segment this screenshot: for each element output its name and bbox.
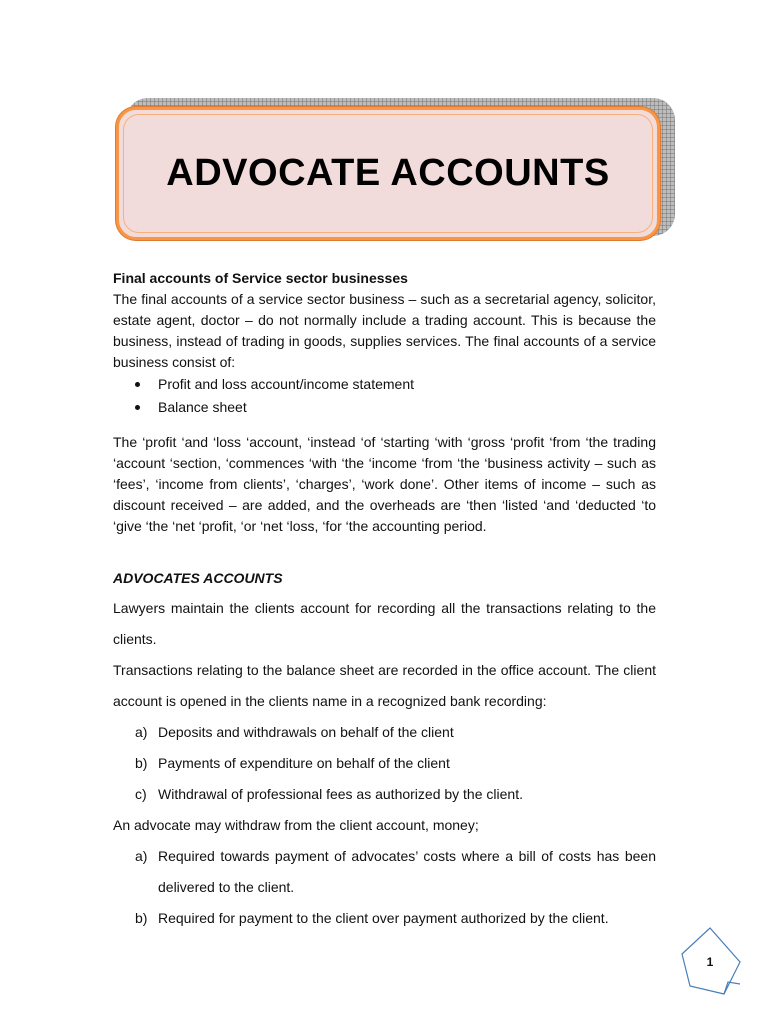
- page-title: ADVOCATE ACCOUNTS: [166, 152, 610, 194]
- section-heading-advocates-accounts: ADVOCATES ACCOUNTS: [113, 570, 283, 586]
- section-heading-final-accounts: Final accounts of Service sector businesses: [113, 270, 408, 286]
- list-client-account-recording: [113, 717, 656, 810]
- list-item: b) Payments of expenditure on behalf of the client: [135, 755, 450, 771]
- title-box: [116, 107, 660, 240]
- paragraph-service-business: The final accounts of a service sector business – such as a secretarial agency, solicitor, estate agent, doctor – do not normally include a trading account. This is because the business, instead of trading in goods, supplies services. The final accounts of a service business consist of:: [113, 291, 656, 370]
- page-number: 1: [706, 955, 714, 969]
- paragraph-advocate-withdraw: An advocate may withdraw from the client account, money;: [113, 817, 479, 833]
- bullet-item: Profit and loss account/income statement: [113, 373, 656, 396]
- list-item: a) Deposits and withdrawals on behalf of the client: [135, 724, 454, 740]
- list-item: a) Required towards payment of advocates’ costs where a bill of costs has been delivered to the client.: [135, 848, 656, 895]
- list-withdrawal-reasons: [113, 841, 656, 934]
- bullet-list-final-accounts: [113, 373, 656, 419]
- bullet-item: Balance sheet: [113, 396, 656, 419]
- document-body: [113, 268, 656, 934]
- paragraph-lawyers-client-account: Lawyers maintain the clients account for recording all the transactions relating to the clients.: [113, 600, 656, 647]
- page-number-badge: [680, 926, 742, 996]
- paragraph-office-account: Transactions relating to the balance sheet are recorded in the office account. The client account is opened in the clients name in a recognized bank recording:: [113, 662, 656, 709]
- list-item: b) Required for payment to the client over payment authorized by the client.: [135, 910, 609, 926]
- paragraph-profit-and-loss: The ‘profit ‘and ‘loss ‘account, ‘instead ‘of ‘starting ‘with ‘gross ‘profit ‘from ‘the trading ‘account ‘section, ‘commences ‘with ‘the ‘income ‘from ‘the ‘business activity – such as ‘fees’, ‘income from clients’, ‘charges’, ‘work done’. Other items of income – such as discount received – are added, and the overheads are ‘then ‘listed ‘and ‘deducted ‘to ‘give ‘the ‘net ‘profit, ‘or ‘net ‘loss, ‘for ‘the accounting period.: [113, 434, 656, 534]
- list-item: c) Withdrawal of professional fees as authorized by the client.: [135, 786, 523, 802]
